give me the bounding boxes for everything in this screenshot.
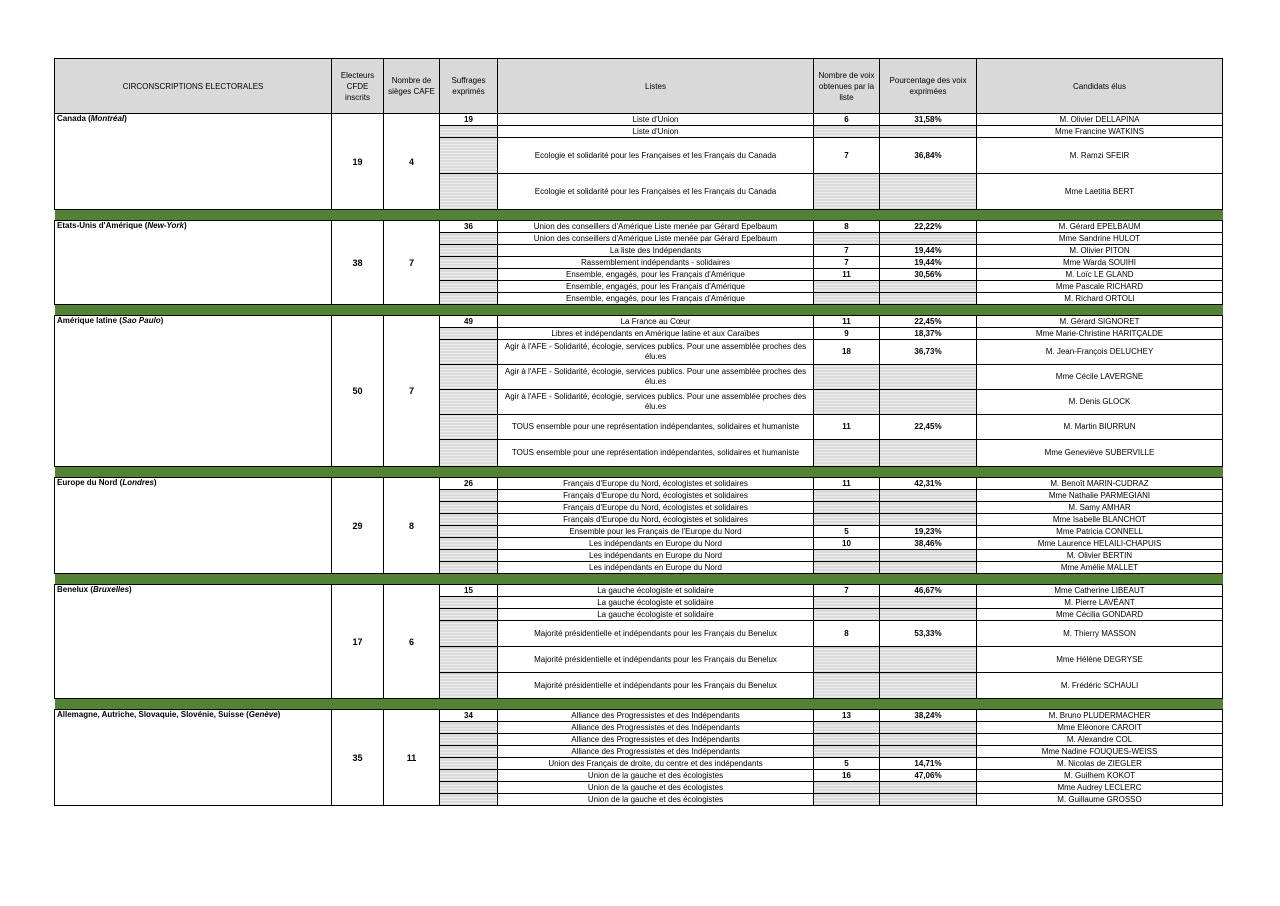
pourcentage-cell	[880, 722, 977, 734]
candidat-cell: Mme Sandrine HULOT	[977, 233, 1223, 245]
suffrages-cell: 26	[440, 478, 498, 490]
liste-cell: Les indépendants en Europe du Nord	[498, 562, 814, 574]
suffrages-cell	[440, 440, 498, 467]
pourcentage-cell: 36,84%	[880, 138, 977, 174]
liste-cell: Alliance des Progressistes et des Indépendants	[498, 722, 814, 734]
voix-cell: 10	[814, 538, 880, 550]
circonscription-name: Etats-Unis d'Amérique	[57, 221, 143, 230]
suffrages-cell	[440, 340, 498, 365]
suffrages-cell	[440, 770, 498, 782]
electeurs-cell: 50	[332, 316, 384, 467]
liste-cell: Agir à l'AFE - Solidarité, écologie, services publics. Pour une assemblée proches des élu.es	[498, 390, 814, 415]
pourcentage-cell: 19,23%	[880, 526, 977, 538]
voix-cell: 9	[814, 328, 880, 340]
sieges-cell: 7	[384, 316, 440, 467]
voix-cell: 5	[814, 526, 880, 538]
pourcentage-cell	[880, 514, 977, 526]
circonscription-city: Bruxelles	[93, 585, 130, 594]
candidat-cell: M. Gérard EPELBAUM	[977, 221, 1223, 233]
candidat-cell: M. Olivier DELLAPINA	[977, 114, 1223, 126]
candidat-cell: M. Pierre LAVÉANT	[977, 597, 1223, 609]
liste-cell: Alliance des Progressistes et des Indépendants	[498, 746, 814, 758]
circonscription-cell: Etats-Unis d'Amérique (New-York)	[55, 221, 332, 305]
separator-bar	[55, 210, 1223, 221]
suffrages-cell	[440, 233, 498, 245]
candidat-cell: M. Ramzi SFEIR	[977, 138, 1223, 174]
suffrages-cell	[440, 734, 498, 746]
voix-cell: 13	[814, 710, 880, 722]
liste-cell: Alliance des Progressistes et des Indépendants	[498, 710, 814, 722]
liste-cell: Français d'Europe du Nord, écologistes et solidaires	[498, 502, 814, 514]
pourcentage-cell	[880, 293, 977, 305]
candidat-cell: Mme Hélène DEGRYSE	[977, 647, 1223, 673]
circonscription-city: Londres	[122, 478, 154, 487]
candidat-cell: Mme Eléonore CAROIT	[977, 722, 1223, 734]
candidat-cell: M. Martin BIURRUN	[977, 415, 1223, 440]
voix-cell	[814, 293, 880, 305]
electeurs-cell: 17	[332, 585, 384, 699]
liste-cell: Ecologie et solidarité pour les Françaises et les Français du Canada	[498, 138, 814, 174]
header-circonscriptions: CIRCONSCRIPTIONS ELECTORALES	[55, 59, 332, 114]
voix-cell	[814, 514, 880, 526]
voix-cell	[814, 562, 880, 574]
candidat-cell: M. Guillaume GROSSO	[977, 794, 1223, 806]
electeurs-cell: 19	[332, 114, 384, 210]
liste-cell: Union des Français de droite, du centre et des indépendants	[498, 758, 814, 770]
pourcentage-cell	[880, 174, 977, 210]
candidat-cell: M. Olivier BERTIN	[977, 550, 1223, 562]
separator-bar	[55, 699, 1223, 710]
liste-cell: Ensemble, engagés, pour les Français d'Amérique	[498, 269, 814, 281]
candidat-cell: Mme Marie-Christine HARITÇALDE	[977, 328, 1223, 340]
pourcentage-cell	[880, 562, 977, 574]
liste-cell: Agir à l'AFE - Solidarité, écologie, services publics. Pour une assemblée proches des élu.es	[498, 340, 814, 365]
liste-cell: TOUS ensemble pour une représentation indépendantes, solidaires et humaniste	[498, 415, 814, 440]
liste-cell: Majorité présidentielle et indépendants pour les Français du Benelux	[498, 621, 814, 647]
candidat-cell: M. Olivier PITON	[977, 245, 1223, 257]
pourcentage-cell: 22,45%	[880, 415, 977, 440]
candidat-cell: M. Richard ORTOLI	[977, 293, 1223, 305]
voix-cell	[814, 126, 880, 138]
section-separator	[55, 699, 1223, 710]
header-voix: Nombre de voix obtenues par la liste	[814, 59, 880, 114]
voix-cell	[814, 174, 880, 210]
voix-cell	[814, 794, 880, 806]
circonscription-cell: Europe du Nord (Londres)	[55, 478, 332, 574]
circonscription-city: Genève	[248, 710, 278, 719]
suffrages-cell	[440, 502, 498, 514]
candidat-cell: M. Nicolas de ZIEGLER	[977, 758, 1223, 770]
suffrages-cell: 34	[440, 710, 498, 722]
liste-cell: Union de la gauche et des écologistes	[498, 770, 814, 782]
pourcentage-cell: 30,56%	[880, 269, 977, 281]
header-pourcentage: Pourcentage des voix exprimées	[880, 59, 977, 114]
candidat-cell: M. Frédéric SCHAULI	[977, 673, 1223, 699]
suffrages-cell	[440, 597, 498, 609]
liste-cell: La gauche écologiste et solidaire	[498, 585, 814, 597]
suffrages-cell: 19	[440, 114, 498, 126]
suffrages-cell	[440, 174, 498, 210]
section-separator	[55, 467, 1223, 478]
circonscription-city: Montréal	[90, 114, 125, 123]
pourcentage-cell: 22,22%	[880, 221, 977, 233]
liste-cell: Rassemblement indépendants - solidaires	[498, 257, 814, 269]
liste-cell: Majorité présidentielle et indépendants pour les Français du Benelux	[498, 673, 814, 699]
candidat-cell: M. Gérard SIGNORET	[977, 316, 1223, 328]
voix-cell: 7	[814, 585, 880, 597]
suffrages-cell	[440, 365, 498, 390]
circonscription-city: Sao Paulo	[121, 316, 161, 325]
candidat-cell: Mme Catherine LIBEAUT	[977, 585, 1223, 597]
suffrages-cell	[440, 562, 498, 574]
pourcentage-cell: 19,44%	[880, 257, 977, 269]
electeurs-cell: 29	[332, 478, 384, 574]
voix-cell: 18	[814, 340, 880, 365]
separator-bar	[55, 467, 1223, 478]
header-electeurs: Electeurs CFDE inscrits	[332, 59, 384, 114]
voix-cell	[814, 233, 880, 245]
suffrages-cell	[440, 390, 498, 415]
candidat-cell: M. Guilhem KOKOT	[977, 770, 1223, 782]
suffrages-cell: 49	[440, 316, 498, 328]
liste-cell: Ensemble, engagés, pour les Français d'Amérique	[498, 293, 814, 305]
candidat-cell: M. Bruno PLUDERMACHER	[977, 710, 1223, 722]
candidat-cell: M. Benoît MARIN-CUDRAZ	[977, 478, 1223, 490]
candidat-cell: M. Jean-François DELUCHEY	[977, 340, 1223, 365]
suffrages-cell	[440, 782, 498, 794]
liste-cell: La gauche écologiste et solidaire	[498, 597, 814, 609]
liste-cell: Les indépendants en Europe du Nord	[498, 538, 814, 550]
voix-cell	[814, 782, 880, 794]
sieges-cell: 7	[384, 221, 440, 305]
liste-cell: Les indépendants en Europe du Nord	[498, 550, 814, 562]
pourcentage-cell: 47,06%	[880, 770, 977, 782]
liste-cell: Majorité présidentielle et indépendants pour les Français du Benelux	[498, 647, 814, 673]
pourcentage-cell: 22,45%	[880, 316, 977, 328]
liste-cell: Français d'Europe du Nord, écologistes et solidaires	[498, 490, 814, 502]
candidat-cell: M. Loïc LE GLAND	[977, 269, 1223, 281]
pourcentage-cell	[880, 782, 977, 794]
header-sieges: Nombre de sièges CAFE	[384, 59, 440, 114]
candidat-cell: Mme Cécile LAVERGNE	[977, 365, 1223, 390]
suffrages-cell	[440, 269, 498, 281]
liste-cell: Liste d'Union	[498, 126, 814, 138]
candidat-cell: Mme Geneviève SUBERVILLE	[977, 440, 1223, 467]
pourcentage-cell	[880, 609, 977, 621]
pourcentage-cell: 18,37%	[880, 328, 977, 340]
electeurs-cell: 38	[332, 221, 384, 305]
pourcentage-cell	[880, 502, 977, 514]
election-results-table	[54, 58, 1223, 806]
pourcentage-cell: 31,58%	[880, 114, 977, 126]
suffrages-cell	[440, 138, 498, 174]
separator-bar	[55, 574, 1223, 585]
circonscription-cell: Allemagne, Autriche, Slovaquie, Slovénie, Suisse (Genève)	[55, 710, 332, 806]
suffrages-cell	[440, 746, 498, 758]
suffrages-cell	[440, 526, 498, 538]
voix-cell	[814, 734, 880, 746]
pourcentage-cell	[880, 794, 977, 806]
candidat-cell: M. Samy AMHAR	[977, 502, 1223, 514]
candidat-cell: M. Denis GLOCK	[977, 390, 1223, 415]
table-row	[55, 478, 1223, 490]
circonscription-name: Allemagne, Autriche, Slovaquie, Slovénie, Suisse	[57, 710, 244, 719]
pourcentage-cell	[880, 490, 977, 502]
pourcentage-cell: 14,71%	[880, 758, 977, 770]
liste-cell: Ensemble pour les Français de l'Europe du Nord	[498, 526, 814, 538]
circonscription-city: New-York	[147, 221, 184, 230]
suffrages-cell	[440, 794, 498, 806]
voix-cell: 6	[814, 114, 880, 126]
voix-cell: 8	[814, 621, 880, 647]
pourcentage-cell	[880, 365, 977, 390]
liste-cell: Libres et indépendants en Amérique latine et aux Caraïbes	[498, 328, 814, 340]
candidat-cell: M. Thierry MASSON	[977, 621, 1223, 647]
sieges-cell: 8	[384, 478, 440, 574]
suffrages-cell	[440, 490, 498, 502]
electeurs-cell: 35	[332, 710, 384, 806]
candidat-cell: M. Alexandre COL	[977, 734, 1223, 746]
pourcentage-cell: 38,24%	[880, 710, 977, 722]
suffrages-cell	[440, 673, 498, 699]
liste-cell: Alliance des Progressistes et des Indépendants	[498, 734, 814, 746]
liste-cell: Français d'Europe du Nord, écologistes et solidaires	[498, 514, 814, 526]
separator-bar	[55, 305, 1223, 316]
voix-cell: 7	[814, 138, 880, 174]
pourcentage-cell: 46,67%	[880, 585, 977, 597]
voix-cell: 5	[814, 758, 880, 770]
pourcentage-cell	[880, 734, 977, 746]
voix-cell	[814, 609, 880, 621]
liste-cell: Agir à l'AFE - Solidarité, écologie, services publics. Pour une assemblée proches des élu.es	[498, 365, 814, 390]
candidat-cell: Mme Isabelle BLANCHOT	[977, 514, 1223, 526]
circonscription-cell: Benelux (Bruxelles)	[55, 585, 332, 699]
table-row	[55, 585, 1223, 597]
suffrages-cell	[440, 647, 498, 673]
liste-cell: Ecologie et solidarité pour les Françaises et les Français du Canada	[498, 174, 814, 210]
suffrages-cell	[440, 415, 498, 440]
circonscription-cell: Amérique latine (Sao Paulo)	[55, 316, 332, 467]
suffrages-cell	[440, 126, 498, 138]
liste-cell: Ensemble, engagés, pour les Français d'Amérique	[498, 281, 814, 293]
pourcentage-cell	[880, 126, 977, 138]
suffrages-cell	[440, 621, 498, 647]
pourcentage-cell	[880, 647, 977, 673]
suffrages-cell	[440, 245, 498, 257]
pourcentage-cell: 38,46%	[880, 538, 977, 550]
voix-cell	[814, 597, 880, 609]
circonscription-name: Benelux	[57, 585, 89, 594]
voix-cell: 16	[814, 770, 880, 782]
circonscription-name: Amérique latine	[57, 316, 118, 325]
circonscription-name: Europe du Nord	[57, 478, 118, 487]
candidat-cell: Mme Francine WATKINS	[977, 126, 1223, 138]
sieges-cell: 11	[384, 710, 440, 806]
circonscription-cell: Canada (Montréal)	[55, 114, 332, 210]
pourcentage-cell: 19,44%	[880, 245, 977, 257]
pourcentage-cell	[880, 440, 977, 467]
voix-cell: 11	[814, 269, 880, 281]
voix-cell	[814, 722, 880, 734]
pourcentage-cell	[880, 550, 977, 562]
table-row	[55, 316, 1223, 328]
table-row	[55, 114, 1223, 126]
suffrages-cell	[440, 257, 498, 269]
voix-cell	[814, 440, 880, 467]
header-row	[55, 59, 1223, 114]
voix-cell	[814, 673, 880, 699]
header-suffrages: Suffrages exprimés	[440, 59, 498, 114]
candidat-cell: Mme Nathalie PARMEGIANI	[977, 490, 1223, 502]
suffrages-cell: 15	[440, 585, 498, 597]
candidat-cell: Mme Amélie MALLET	[977, 562, 1223, 574]
liste-cell: Liste d'Union	[498, 114, 814, 126]
voix-cell	[814, 490, 880, 502]
header-listes: Listes	[498, 59, 814, 114]
suffrages-cell	[440, 328, 498, 340]
voix-cell	[814, 390, 880, 415]
voix-cell	[814, 550, 880, 562]
suffrages-cell	[440, 281, 498, 293]
circonscription-name: Canada	[57, 114, 86, 123]
liste-cell: TOUS ensemble pour une représentation indépendantes, solidaires et humaniste	[498, 440, 814, 467]
suffrages-cell: 36	[440, 221, 498, 233]
voix-cell	[814, 647, 880, 673]
suffrages-cell	[440, 293, 498, 305]
voix-cell: 7	[814, 245, 880, 257]
section-separator	[55, 305, 1223, 316]
voix-cell: 11	[814, 478, 880, 490]
pourcentage-cell	[880, 281, 977, 293]
voix-cell: 7	[814, 257, 880, 269]
liste-cell: Union de la gauche et des écologistes	[498, 782, 814, 794]
suffrages-cell	[440, 758, 498, 770]
liste-cell: Union de la gauche et des écologistes	[498, 794, 814, 806]
voix-cell: 11	[814, 415, 880, 440]
suffrages-cell	[440, 538, 498, 550]
pourcentage-cell	[880, 597, 977, 609]
candidat-cell: Mme Audrey LECLERC	[977, 782, 1223, 794]
section-separator	[55, 210, 1223, 221]
candidat-cell: Mme Laetitia BERT	[977, 174, 1223, 210]
sieges-cell: 4	[384, 114, 440, 210]
pourcentage-cell	[880, 233, 977, 245]
voix-cell	[814, 281, 880, 293]
pourcentage-cell: 42,31%	[880, 478, 977, 490]
pourcentage-cell	[880, 673, 977, 699]
pourcentage-cell	[880, 746, 977, 758]
liste-cell: Français d'Europe du Nord, écologistes et solidaires	[498, 478, 814, 490]
pourcentage-cell: 53,33%	[880, 621, 977, 647]
voix-cell	[814, 746, 880, 758]
candidat-cell: Mme Warda SOUIHI	[977, 257, 1223, 269]
suffrages-cell	[440, 609, 498, 621]
pourcentage-cell: 36,73%	[880, 340, 977, 365]
suffrages-cell	[440, 514, 498, 526]
pourcentage-cell	[880, 390, 977, 415]
header-candidats: Candidats élus	[977, 59, 1223, 114]
results-body	[55, 114, 1223, 806]
liste-cell: Union des conseillers d'Amérique Liste menée par Gérard Epelbaum	[498, 233, 814, 245]
candidat-cell: Mme Cécilia GONDARD	[977, 609, 1223, 621]
candidat-cell: Mme Nadine FOUQUES-WEISS	[977, 746, 1223, 758]
suffrages-cell	[440, 550, 498, 562]
liste-cell: La France au Cœur	[498, 316, 814, 328]
table-row	[55, 710, 1223, 722]
voix-cell	[814, 365, 880, 390]
suffrages-cell	[440, 722, 498, 734]
sieges-cell: 6	[384, 585, 440, 699]
section-separator	[55, 574, 1223, 585]
table-row	[55, 221, 1223, 233]
liste-cell: La liste des Indépendants	[498, 245, 814, 257]
voix-cell: 11	[814, 316, 880, 328]
voix-cell: 8	[814, 221, 880, 233]
liste-cell: Union des conseillers d'Amérique Liste menée par Gérard Epelbaum	[498, 221, 814, 233]
liste-cell: La gauche écologiste et solidaire	[498, 609, 814, 621]
candidat-cell: Mme Pascale RICHARD	[977, 281, 1223, 293]
candidat-cell: Mme Patricia CONNELL	[977, 526, 1223, 538]
voix-cell	[814, 502, 880, 514]
candidat-cell: Mme Laurence HELAILI-CHAPUIS	[977, 538, 1223, 550]
